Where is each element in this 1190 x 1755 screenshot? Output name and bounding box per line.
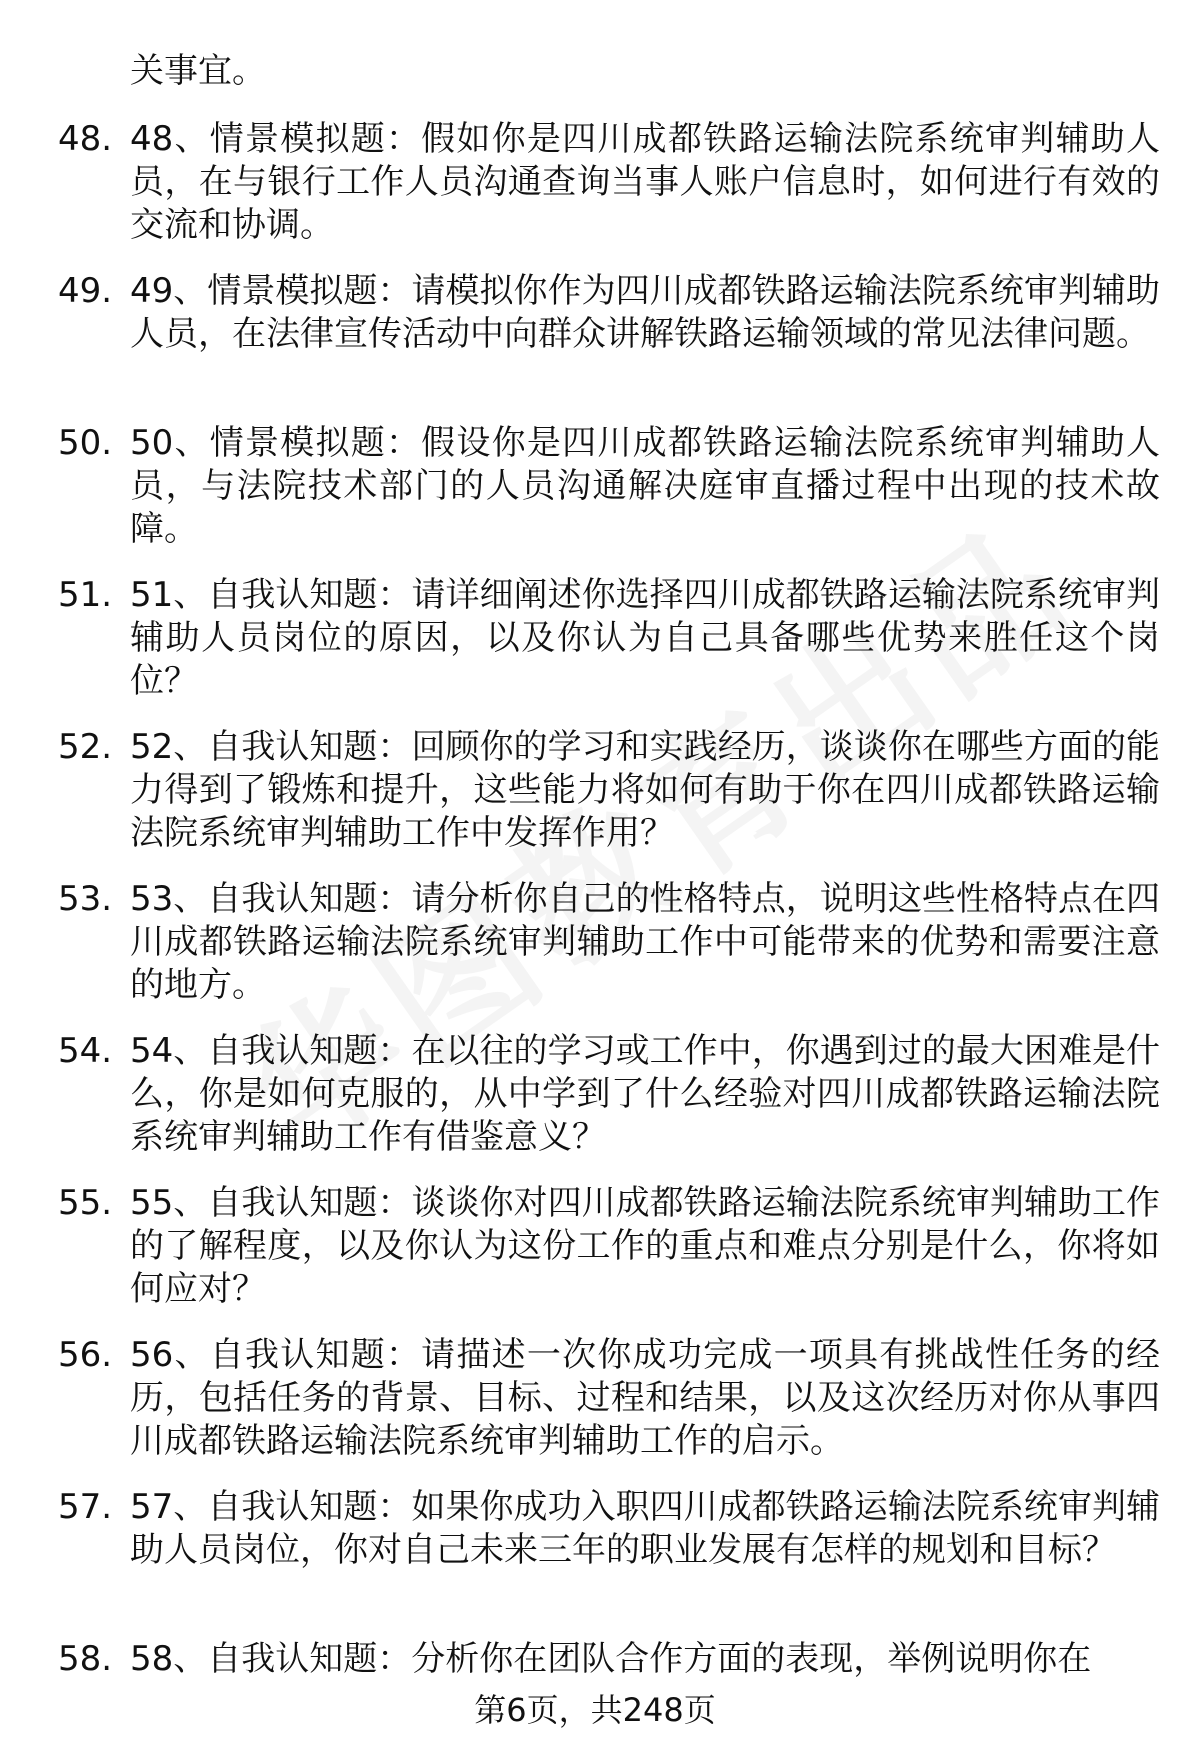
- item-text: 51、自我认知题：请详细阐述你选择四川成都铁路运输法院系统审判辅助人员岗位的原因，以及你认为自己具备哪些优势来胜任这个岗位？: [130, 575, 1160, 701]
- item-text: 55、自我认知题：谈谈你对四川成都铁路运输法院系统审判辅助工作的了解程度，以及你认为这份工作的重点和难点分别是什么，你将如何应对？: [130, 1183, 1160, 1309]
- list-item: [0, 1486, 1190, 1638]
- item-text: 50、情景模拟题：假设你是四川成都铁路运输法院系统审判辅助人员，与法院技术部门的人员沟通解决庭审直播过程中出现的技术故障。: [130, 423, 1160, 549]
- item-number: 52.: [58, 727, 113, 767]
- item-text: 57、自我认知题：如果你成功入职四川成都铁路运输法院系统审判辅助人员岗位，你对自己未来三年的职业发展有怎样的规划和目标？: [130, 1487, 1160, 1570]
- item-number: 55.: [58, 1183, 113, 1223]
- item-number: 50.: [58, 423, 113, 463]
- item-number: 48.: [58, 119, 113, 159]
- list-item: [0, 1030, 1190, 1182]
- item-number: 58.: [58, 1639, 113, 1679]
- item-number: 54.: [58, 1031, 113, 1071]
- list-item: [0, 118, 1190, 270]
- list-item: [0, 878, 1190, 1030]
- item-text: 52、自我认知题：回顾你的学习和实践经历，谈谈你在哪些方面的能力得到了锻炼和提升，这些能力将如何有助于你在四川成都铁路运输法院系统审判辅助工作中发挥作用？: [130, 727, 1160, 853]
- question-list: [0, 118, 1190, 1755]
- list-item: [0, 1182, 1190, 1334]
- item-text: 49、情景模拟题：请模拟你作为四川成都铁路运输法院系统审判辅助人员，在法律宣传活动中向群众讲解铁路运输领域的常见法律问题。: [130, 271, 1160, 354]
- list-item: [0, 1334, 1190, 1486]
- item-number: 56.: [58, 1335, 113, 1375]
- page-footer: 第6页，共248页: [474, 1691, 716, 1729]
- list-item: [0, 422, 1190, 574]
- item-number: 49.: [58, 271, 113, 311]
- continuation-text: 关事宜。: [130, 51, 266, 91]
- list-item: [0, 726, 1190, 878]
- item-text: 58、自我认知题：分析你在团队合作方面的表现，举例说明你在: [130, 1639, 1092, 1679]
- item-text: 54、自我认知题：在以往的学习或工作中，你遇到过的最大困难是什么，你是如何克服的，从中学到了什么经验对四川成都铁路运输法院系统审判辅助工作有借鉴意义？: [130, 1031, 1160, 1157]
- item-number: 53.: [58, 879, 113, 919]
- item-text: 53、自我认知题：请分析你自己的性格特点，说明这些性格特点在四川成都铁路运输法院系统审判辅助工作中可能带来的优势和需要注意的地方。: [130, 879, 1160, 1005]
- item-text: 56、自我认知题：请描述一次你成功完成一项具有挑战性任务的经历，包括任务的背景、目标、过程和结果，以及这次经历对你从事四川成都铁路运输法院系统审判辅助工作的启示。: [130, 1335, 1160, 1461]
- item-text: 48、情景模拟题：假如你是四川成都铁路运输法院系统审判辅助人员，在与银行工作人员沟通查询当事人账户信息时，如何进行有效的交流和协调。: [130, 119, 1160, 245]
- item-number: 51.: [58, 575, 113, 615]
- item-number: 57.: [58, 1487, 113, 1527]
- list-item: [0, 574, 1190, 726]
- list-item: [0, 270, 1190, 422]
